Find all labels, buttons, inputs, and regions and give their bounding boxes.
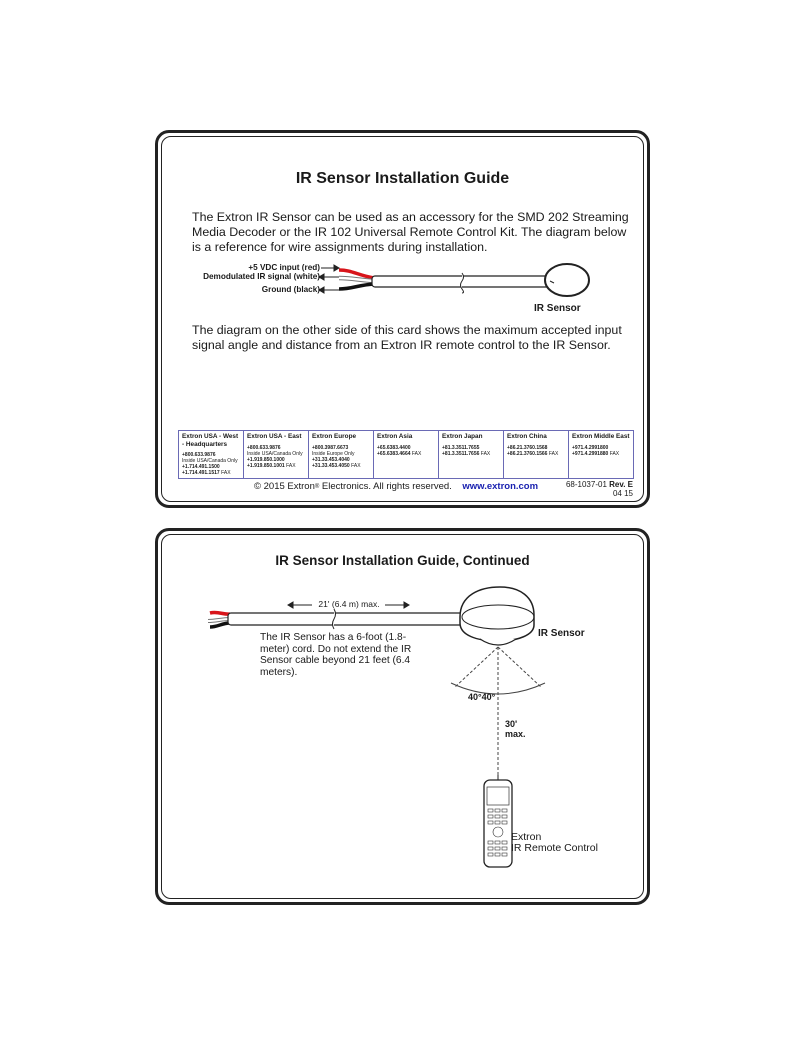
ir-sensor-label: IR Sensor	[534, 303, 581, 314]
contact-note: FAX	[609, 450, 620, 457]
wire-label-white: Demodulated IR signal (white)	[203, 272, 320, 281]
contact-row	[179, 431, 634, 479]
ir-sensor-head	[545, 264, 589, 296]
black-wire	[339, 284, 374, 289]
contact-note: Inside Europe Only	[312, 450, 355, 457]
range-suffix: max.	[505, 729, 526, 739]
black-wire-end	[210, 623, 230, 627]
sensor-lens	[480, 639, 516, 645]
registered-mark: ®	[314, 484, 320, 490]
doc-number: 68-1037-01	[565, 480, 607, 489]
contact-phone: +971.4.2991880	[572, 450, 609, 457]
contact-office-name: Extron Japan	[442, 433, 483, 440]
ir-sensor-label-2: IR Sensor	[538, 628, 585, 639]
contact-cell	[309, 431, 374, 479]
contact-phone: +65.6383.4400	[377, 444, 411, 451]
contact-phone: +1.919.850.1001	[247, 462, 285, 469]
contact-note: FAX	[221, 470, 231, 476]
contact-phone: +800.3987.6673	[312, 444, 349, 451]
angle-right: 40°	[481, 692, 496, 702]
max-distance-label: 21' (6.4 m) max.	[318, 599, 380, 609]
copyright-rights: Electronics. All rights reserved.	[319, 481, 452, 492]
continued-title: IR Sensor Installation Guide, Continued	[275, 553, 530, 568]
copyright	[254, 481, 538, 492]
doc-number-block	[566, 480, 633, 498]
contact-phone: +31.33.453.4050	[312, 462, 350, 469]
contact-note: FAX	[480, 450, 491, 457]
remote-label-brand: Extron	[511, 831, 542, 843]
range-label	[505, 719, 526, 739]
copyright-text: © 2015 Extron	[254, 481, 315, 492]
remote-label	[511, 832, 598, 854]
wire-label-black: Ground (black)	[261, 285, 320, 294]
contact-phone: +800.633.9876	[182, 452, 216, 458]
contact-cell	[179, 431, 244, 479]
contact-line	[572, 451, 630, 457]
contact-phone: +1.714.491.1517	[182, 470, 220, 476]
contact-phone: +1.714.491.1500	[182, 464, 220, 470]
back-card	[155, 528, 650, 905]
angle-cone	[451, 647, 545, 783]
contact-cell	[244, 431, 309, 479]
revision: Rev. E	[609, 480, 633, 489]
contact-table	[178, 430, 634, 479]
wire-label-red: +5 VDC input (red)	[248, 263, 320, 272]
red-wire-end	[210, 612, 230, 614]
contact-office-name: Extron Europe	[312, 433, 357, 440]
page-title: IR Sensor Installation Guide	[295, 170, 510, 187]
date-code: 04 15	[612, 489, 633, 498]
contact-phone: +86.21.3760.1568	[507, 444, 548, 451]
contact-note: Inside USA/Canada Only	[182, 458, 238, 464]
contact-phone: +65.6383.4664	[377, 450, 411, 457]
contact-note: FAX	[286, 462, 296, 469]
contact-phone: +800.633.9876	[247, 444, 281, 451]
contact-note: Inside USA/Canada Only	[247, 450, 303, 457]
contact-phone: +971.4.2991800	[572, 444, 609, 451]
contact-office-name: Extron Middle East	[572, 433, 630, 440]
range-value: 30'	[505, 719, 518, 729]
contact-office-name: Extron USA - East	[247, 433, 302, 440]
angle-labels	[468, 692, 495, 702]
website-link[interactable]: www.extron.com	[462, 481, 539, 492]
cord-note: The IR Sensor has a 6-foot (1.8-meter) cord. Do not extend the IR Sensor cable beyond 21 feet (6.4 meters).	[260, 632, 412, 678]
contact-line	[247, 463, 305, 469]
contact-phone: +1.919.850.1000	[247, 456, 285, 463]
ir-remote-drawing	[484, 780, 512, 867]
contact-line	[312, 463, 370, 469]
contact-note: FAX	[351, 462, 361, 469]
contact-cell	[374, 431, 439, 479]
sensor-dome	[460, 587, 534, 641]
contact-office-name: Extron USA - West - Headquarters	[182, 433, 239, 448]
contact-cell	[439, 431, 504, 479]
contact-note: FAX	[411, 450, 422, 457]
contact-phone: +81.3.3511.7656	[442, 450, 480, 457]
contact-phone: +31.33.453.4040	[312, 456, 350, 463]
back-card-inner-border	[161, 534, 644, 899]
contact-line	[442, 451, 500, 457]
contact-line	[182, 470, 240, 476]
extended-cable	[228, 613, 466, 625]
intro-paragraph: The Extron IR Sensor can be used as an accessory for the SMD 202 Streaming Media Decoder or the IR 102 Universal Remote Control Kit. The diagram below is a reference for wire assignments during installation.	[192, 210, 629, 254]
remote-label-name: IR Remote Control	[511, 842, 598, 854]
note-paragraph: The diagram on the other side of this card shows the maximum accepted input signal angle and distance from an Extron IR remote control to the IR Sensor.	[192, 323, 622, 352]
contact-cell	[569, 431, 634, 479]
angle-left: 40°	[468, 692, 482, 702]
contact-phone: +86.21.3760.1566	[507, 450, 548, 457]
contact-line	[507, 451, 565, 457]
contact-office-name: Extron China	[507, 433, 547, 440]
wire-arrows	[319, 265, 339, 293]
front-card	[155, 130, 650, 508]
contact-phone: +81.3.3511.7655	[442, 444, 480, 451]
front-card-inner-border	[161, 136, 644, 502]
contact-note: FAX	[548, 450, 559, 457]
contact-cell	[504, 431, 569, 479]
contact-office-name: Extron Asia	[377, 433, 413, 440]
contact-line	[377, 451, 435, 457]
